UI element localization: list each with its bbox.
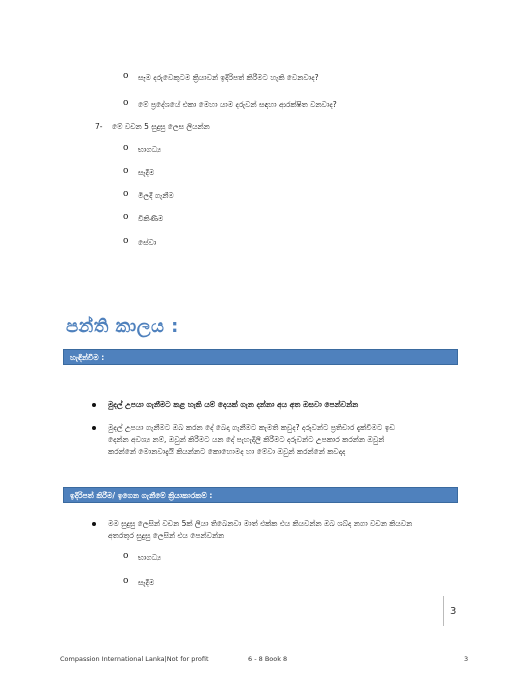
bullet-icon [92, 426, 96, 430]
bullet-text: මම සුදුසු ලෙසින් වචන 5ක් ලියා තිබෙනවා මාත් එක්ක එය කියවන්න ඔබ ශබ්ද නගා වචන කියවන [108, 519, 413, 528]
list-item: විකිණීම [138, 214, 164, 223]
footer-right: 3 [464, 655, 469, 663]
footer-center: 6 - 8 Book 8 [248, 655, 288, 663]
bullet-text: මුදල් උපයා ගැනීමට කළ හැකි යම් දෙයක් ගැන දන්නා අය අත ඔසවා පෙන්වන්න [108, 400, 359, 409]
question-number: 7- [95, 122, 103, 131]
list-item: මිලදී ගැනීම [138, 191, 174, 200]
circle-bullet-icon: o [123, 212, 129, 222]
circle-bullet-icon: o [123, 189, 129, 199]
circle-bullet-icon: o [123, 576, 129, 586]
bullet-icon [92, 403, 96, 407]
circle-bullet-icon: o [123, 551, 129, 561]
bullet-text: දෙන්න අවශ්‍ය නම්, ඔවුන් කිරීමට යන දේ පැහැදිලි කිරීමට දරුවන්ට උපකාර කරන්න ඔවුන් [108, 435, 385, 444]
section-title: පන්ති කාලය : [66, 316, 179, 337]
bullet-icon [92, 522, 96, 526]
list-item: භාගධ්‍ය [138, 553, 162, 562]
circle-bullet-icon: o [123, 236, 129, 246]
bullet-text: මුදල් උපයා ගැනීමට ඔබ කරන දේ බෙදා ගැනීමට කැමති කවුද? දරුවන්ට ප්‍රතිචාර දැක්වීමට ඉඩ [108, 423, 395, 432]
list-item: මේ ප්‍රදේශයේ එකා මෙහා යාම දරුවන් සඳහා ආරක්ෂිත වනවාද? [138, 100, 337, 109]
question-text: මේ වචන 5 සුදුසු ලෙස ලියන්න [112, 122, 210, 131]
circle-bullet-icon: o [123, 166, 129, 176]
page-number-box [443, 596, 464, 626]
section-bar-introduction: හැඳින්වීම : [63, 349, 458, 365]
list-item: සැදීම [138, 578, 155, 587]
circle-bullet-icon: o [123, 98, 129, 108]
section-bar-activities: ඉදිරිපත් කිරීම/ ඉගෙන ගැනීමේ ක්‍රියාකාරකම් : [63, 487, 458, 503]
footer-left: Compassion International Lanka|Not for profit [60, 655, 209, 663]
list-item: සෑම දරුවෙකුටම ක්‍රියාවන් ඉදිරිපත් කිරීමට හැකි වෙනවාද? [138, 73, 319, 82]
bullet-text: අතරතුර සුදුසු ලෙසින් එය පෙන්වන්න [108, 531, 225, 540]
bullet-text: කරන්නේ මොනවාදැයි කියන්නට කොහොමද හා මේවා ඔවුන් කරන්නේ කවදාද [108, 447, 346, 456]
list-item: සේවා [138, 238, 157, 247]
list-item: භාගධ්‍ය [138, 145, 162, 154]
circle-bullet-icon: o [123, 143, 129, 153]
circle-bullet-icon: o [123, 71, 129, 81]
page-number: 3 [450, 606, 457, 617]
list-item: සැදීම [138, 168, 155, 177]
